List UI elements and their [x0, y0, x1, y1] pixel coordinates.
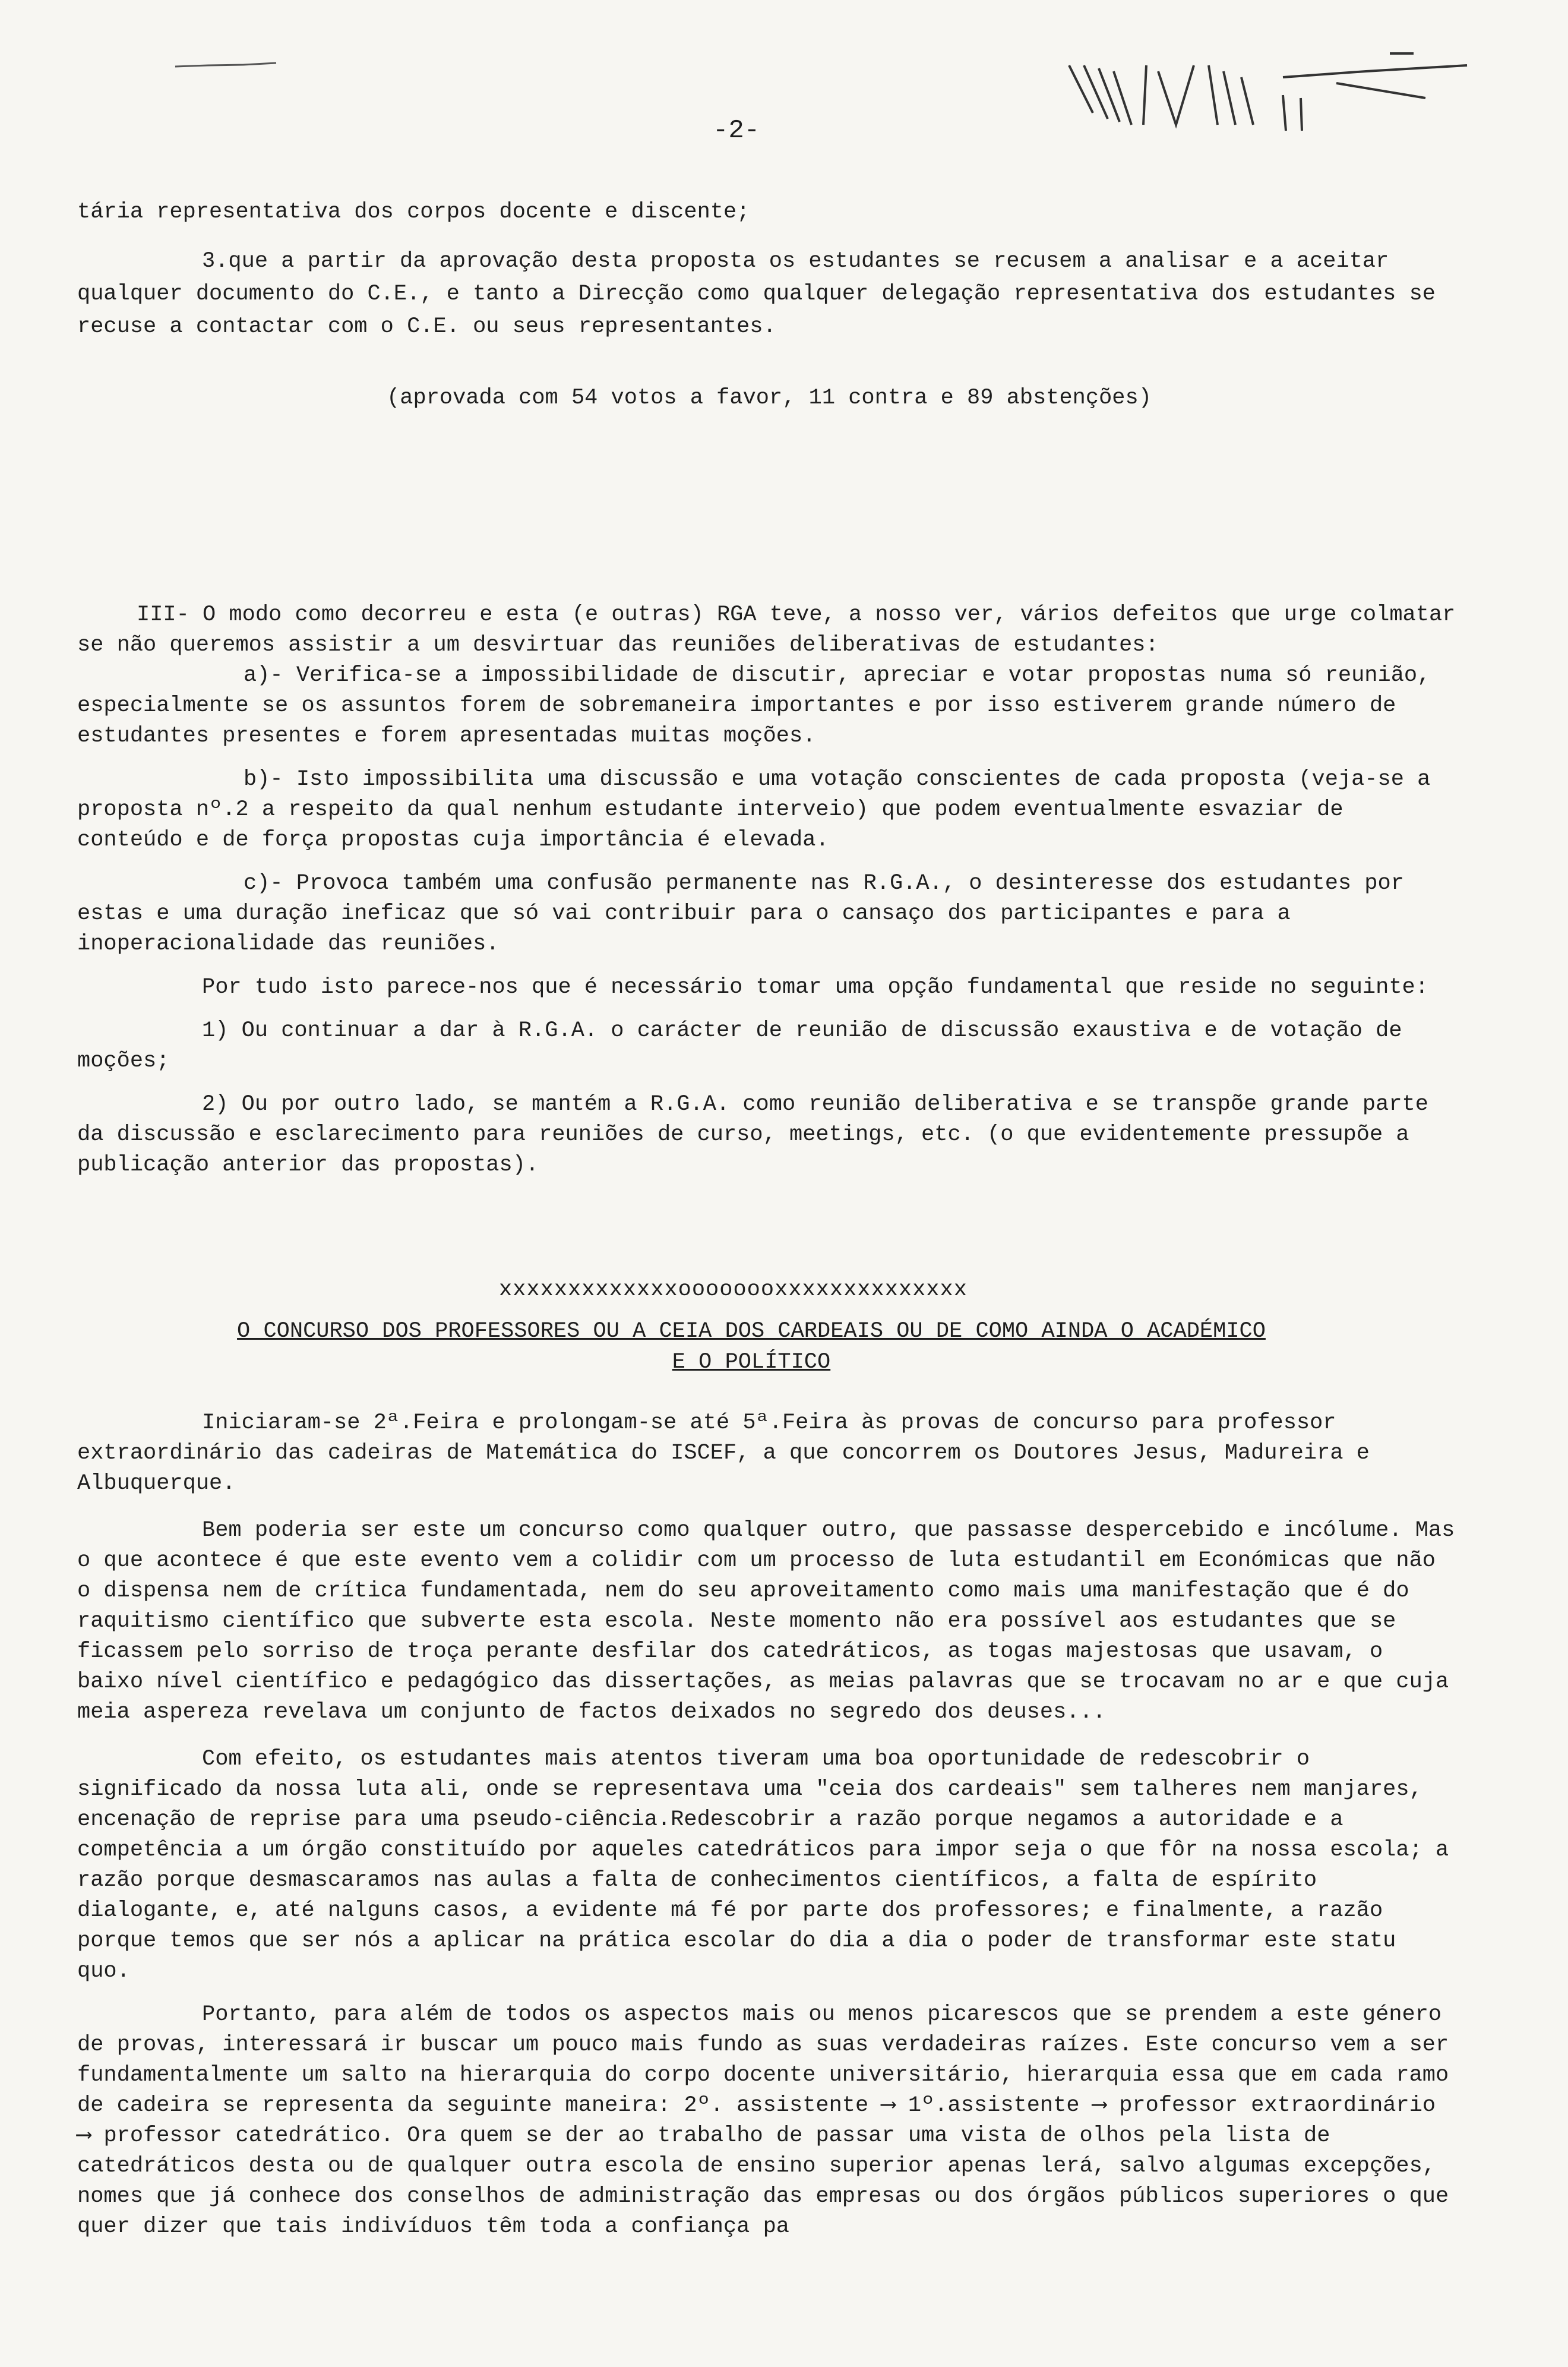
- article-paragraph-3: Com efeito, os estudantes mais atentos tiveram uma boa oportunidade de redescobrir o significado da nossa luta ali, onde se representava uma "ceia dos cardeais" sem talheres nem manjares, encenação de reprise para uma pseudo-ciência.Redescobrir a razão porque negamos a autoridade e a competência a um órgão constituído por aqueles catedráticos para impor seja o que fôr na nossa escola; a razão porque desmascaramos nas aulas a falta de conhecimentos científicos, a falta de espírito dialogante, e, até nalguns casos, a evidente má fé por parte dos professores; e finalmente, a razão porque temos que ser nós a aplicar na prática escolar do dia a dia o poder de transformar este statu quo.: [77, 1747, 1449, 1984]
- top-left-smudge: [172, 59, 279, 71]
- section-3-item-a: a)- Verifica-se a impossibilidade de discutir, apreciar e votar propostas numa só reunião, especialmente se os assuntos forem de sobremaneira importantes e por isso estiverem grande número de estudantes presentes e forem apresentadas muitas moções.: [77, 663, 1431, 749]
- article-body: [77, 1408, 1461, 2242]
- section-3: [77, 600, 1461, 1181]
- vote-result: (aprovada com 54 votos a favor, 11 contra e 89 abstenções): [387, 386, 1152, 411]
- article-title: [143, 1316, 1360, 1378]
- section-3-option-1: 1) Ou continuar a dar à R.G.A. o carácter de reunião de discussão exaustiva e de votação de moções;: [77, 1018, 1402, 1074]
- article-paragraph-1: Iniciaram-se 2ª.Feira e prolongam-se até 5ª.Feira às provas de concurso para professor extraordinário das cadeiras de Matemática do ISCEF, a que concorrem os Doutores Jesus, Madureira e Albuquerque.: [77, 1410, 1370, 1496]
- section-3-item-b: b)- Isto impossibilita uma discussão e uma votação conscientes de cada proposta (veja-se a proposta nº.2 a respeito da qual nenhum estudante interveio) que podem eventualmente esvaziar de conteúdo e de força propostas cuja importância é elevada.: [77, 767, 1431, 853]
- article-paragraph-2: Bem poderia ser este um concurso como qualquer outro, que passasse despercebido e incólume. Mas o que acontece é que este evento vem a colidir com um processo de luta estudantil em Económicas que não o dispensa nem de crítica fundamentada, nem do seu aproveitamento como mais uma manifestação que é do raquitismo científico que subverte esta escola. Neste momento não era possível aos estudantes que se ficassem pelo sorriso de troça perante desfilar dos catedráticos, as togas majestosas que usavam, o baixo nível científico e pedagógico das dissertações, as meias palavras que se trocavam no ar e que cuja meia aspereza revelava um conjunto de factos deixados no segredo dos deuses...: [77, 1518, 1455, 1725]
- section-3-intro: III- O modo como decorreu e esta (e outras) RGA teve, a nosso ver, vários defeitos que urge colmatar se não queremos assistir a um desvirtuar das reuniões deliberativas de estudantes:: [77, 602, 1456, 658]
- handwritten-mark: [1057, 42, 1473, 160]
- separator: xxxxxxxxxxxxxoooooooxxxxxxxxxxxxxx: [499, 1277, 968, 1302]
- intro-block: [77, 196, 1461, 415]
- article-title-line-1: O CONCURSO DOS PROFESSORES OU A CEIA DOS CARDEAIS OU DE COMO AINDA O ACADÉMICO: [237, 1319, 1266, 1344]
- article-paragraph-4: Portanto, para além de todos os aspectos mais ou menos picarescos que se prendem a este género de provas, interessará ir buscar um pouco mais fundo as suas verdadeiras raízes. Este concurso vem a ser fundamentalmente um salto na hierarquia do corpo docente universitário, hierarquia essa que em cada ramo de cadeira se representa da seguinte maneira: 2º. assistente ⟶ 1º.assistente ⟶ professor extraordinário ⟶ professor catedrático. Ora quem se der ao trabalho de passar uma vista de olhos pela lista de catedráticos desta ou de qualquer outra escola de ensino superior apenas lerá, salvo algumas excepções, nomes que já conhece dos conselhos de administração das empresas ou dos órgãos públicos superiores o que quer dizer que tais indivíduos têm toda a confiança pa: [77, 2002, 1449, 2239]
- page-number: -2-: [713, 116, 760, 146]
- section-3-item-c: c)- Provoca também uma confusão permanente nas R.G.A., o desinteresse dos estudantes por estas e uma duração ineficaz que só vai contribuir para o cansaço dos participantes e para a inoperacionalidade das reuniões.: [77, 871, 1404, 957]
- intro-line-1: tária representativa dos corpos docente e discente;: [77, 200, 750, 225]
- section-3-option-2: 2) Ou por outro lado, se mantém a R.G.A. como reunião deliberativa e se transpõe grande parte da discussão e esclarecimento para reuniões de curso, meetings, etc. (o que evidentemente pressupõe a publicação anterior das propostas).: [77, 1092, 1428, 1178]
- section-3-conclusion: Por tudo isto parece-nos que é necessário tomar uma opção fundamental que reside no seguinte:: [202, 975, 1428, 1000]
- article-title-line-2: E O POLÍTICO: [672, 1350, 831, 1375]
- intro-item-3: 3.que a partir da aprovação desta proposta os estudantes se recusem a analisar e a aceitar qualquer documento do C.E., e tanto a Direcção como qualquer delegação representativa dos estudantes se recuse a contactar com o C.E. ou seus representantes.: [77, 249, 1436, 339]
